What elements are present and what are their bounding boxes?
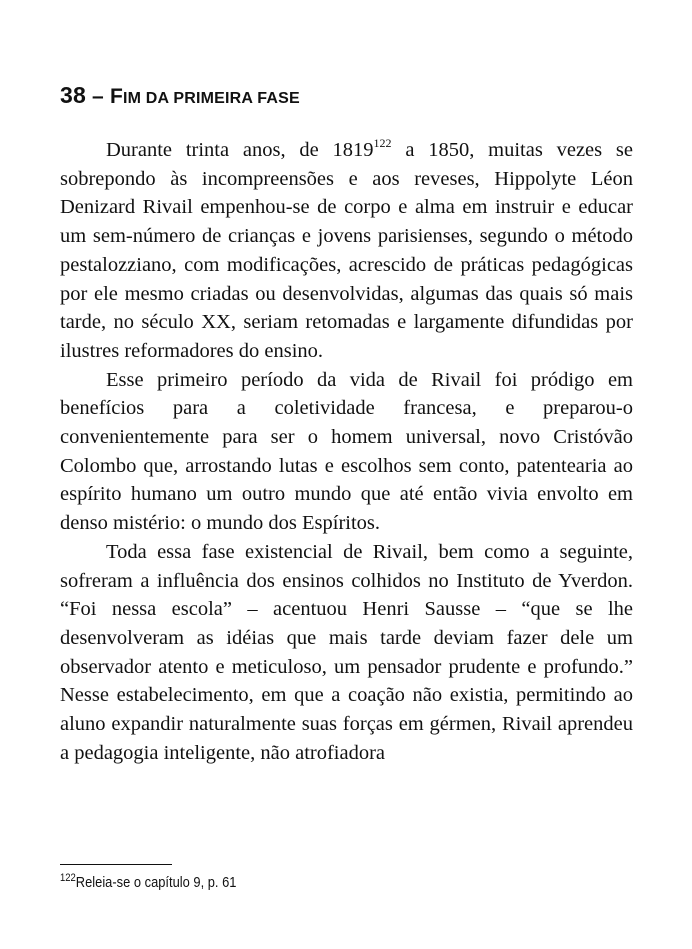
chapter-dash: – [85,85,110,108]
paragraph-1 [60,136,633,366]
paragraph-3: Toda essa fase existencial de Rivail, bem como a seguinte, sofreram a influência dos ensinos colhidos no Instituto de Yverdon. “Foi nessa escola” – acentuou Henri Sausse – “que se lhe desenvolveram as idéias que mais tarde deviam fazer dele um observador atento e meticuloso, um pensador prudente e profundo.” Nesse estabelecimento, em que a coação não existia, permitindo ao aluno expandir naturalmente suas forças em gérmen, Rivail aprendeu a pedagogia inteligente, não atrofiadora [60,540,633,764]
chapter-title-rest: IM DA PRIMEIRA FASE [122,90,300,107]
page-body [60,80,633,767]
footnote-number: 122 [60,872,76,884]
footnote-text: Releia-se o capítulo 9, p. 61 [75,874,237,891]
paragraph-1-rest: a 1850, muitas vezes se sobrepondo às incompreensões e aos reveses, Hippolyte Léon Denizard Rivail empenhou-se de corpo e alma em instruir e educar um sem-número de crianças e jovens parisienses, segundo o método pestalozziano, com modificações, acrescido de práticas pedagógicas por ele mesmo criadas ou desenvolvidas, algumas das quais só mais tarde, no século XX, seriam retomadas e largamente difundidas por ilustres reformadores do ensino. [60,139,633,362]
chapter-heading [60,80,633,114]
chapter-number: 38 [60,82,86,108]
paragraph-1-lead: Durante trinta anos, de 1819 [106,139,374,161]
footnote [60,872,236,894]
paragraph-2: Esse primeiro período da vida de Rivail foi pródigo em benefícios para a coletividade francesa, e preparou-o convenientemente para ser o homem universal, novo Cristóvão Colombo que, arrostando lutas e escolhos sem conto, patentearia ao espírito humano um outro mundo que até então vivia envolto em denso mistério: o mundo dos Espíritos. [60,368,633,535]
footnote-divider [60,864,172,865]
footnote-ref[interactable]: 122 [373,136,392,150]
chapter-title-initial: F [109,85,123,108]
